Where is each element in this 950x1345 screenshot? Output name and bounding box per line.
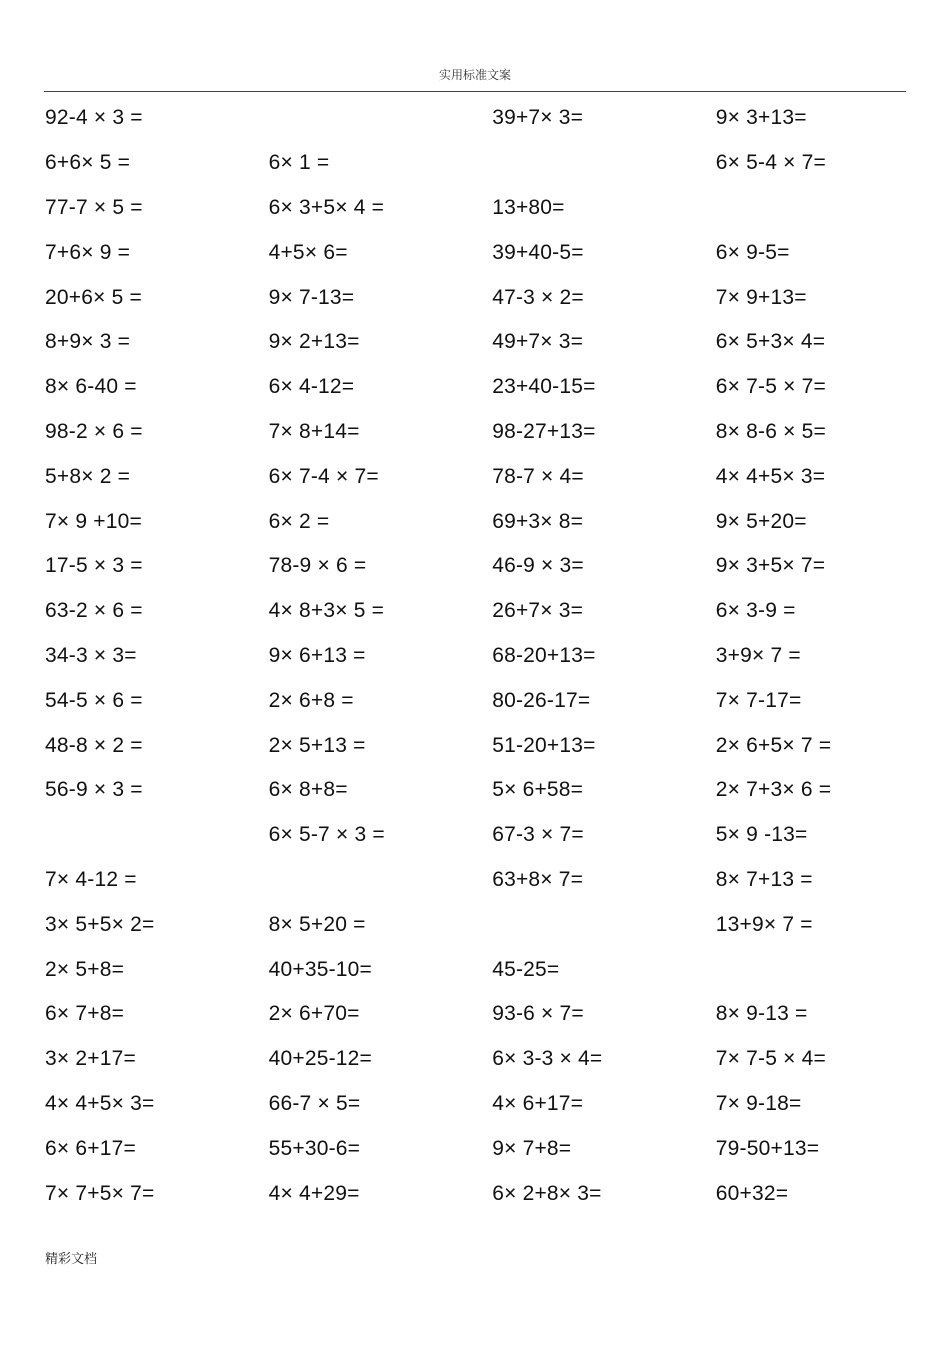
math-problem: 2× 6+8 = xyxy=(268,688,354,712)
problem-row xyxy=(45,1126,940,1171)
problem-row xyxy=(45,499,940,544)
math-problem: 7× 9 +10= xyxy=(45,509,142,533)
math-problem: 9× 3+5× 7= xyxy=(715,554,826,578)
math-problem: 2× 6+70= xyxy=(268,1002,360,1026)
math-problem: 69+3× 8= xyxy=(492,509,584,533)
problem-row xyxy=(45,141,940,186)
math-problem: 55+30-6= xyxy=(268,1136,361,1160)
math-problem: 79-50+13= xyxy=(715,1136,820,1160)
math-problem: 2× 7+3× 6 = xyxy=(715,778,832,802)
math-problem: 8+9× 3 = xyxy=(45,330,131,354)
math-problem: 9× 5+20= xyxy=(715,509,807,533)
math-problem: 77-7 × 5 = xyxy=(45,195,143,219)
math-problem: 9× 6+13 = xyxy=(268,643,366,667)
math-problem: 2× 5+8= xyxy=(45,957,125,981)
problem-row xyxy=(45,947,940,992)
page-header: 实用标准文案 xyxy=(438,68,511,82)
math-problem: 49+7× 3= xyxy=(492,330,584,354)
math-problem: 63-2 × 6 = xyxy=(45,599,143,623)
math-problem: 46-9 × 3= xyxy=(492,554,584,578)
math-problem: 7× 8+14= xyxy=(268,419,360,443)
math-problem: 6× 7-5 × 7= xyxy=(715,375,826,399)
math-problem: 54-5 × 6 = xyxy=(45,688,143,712)
math-problem: 39+40-5= xyxy=(492,240,584,264)
problem-row xyxy=(45,678,940,723)
math-problem: 93-6 × 7= xyxy=(492,1002,584,1026)
math-problem: 56-9 × 3 = xyxy=(45,778,143,802)
math-problem: 4× 4+5× 3= xyxy=(45,1091,155,1115)
problem-grid xyxy=(45,96,940,1216)
math-problem: 23+40-15= xyxy=(492,375,596,399)
math-problem: 8× 5+20 = xyxy=(268,912,366,936)
math-problem: 6× 9-5= xyxy=(715,240,790,264)
math-problem: 40+35-10= xyxy=(268,957,372,981)
problem-row xyxy=(45,902,940,947)
problem-row xyxy=(45,1082,940,1127)
problem-row xyxy=(45,858,940,903)
math-problem: 7× 9+13= xyxy=(715,285,807,309)
math-problem: 9× 2+13= xyxy=(268,330,360,354)
math-problem: 5× 9 -13= xyxy=(715,823,808,847)
math-problem: 20+6× 5 = xyxy=(45,285,142,309)
problem-row xyxy=(45,1171,940,1216)
math-problem: 5× 6+58= xyxy=(492,778,584,802)
math-problem: 4× 4+29= xyxy=(268,1181,360,1205)
math-problem: 6× 7+8= xyxy=(45,1002,125,1026)
math-problem: 63+8× 7= xyxy=(492,867,584,891)
math-problem: 9× 3+13= xyxy=(715,106,807,130)
problem-row xyxy=(45,544,940,589)
problem-row xyxy=(45,96,940,141)
math-problem: 6× 5+3× 4= xyxy=(715,330,826,354)
math-problem: 6× 6+17= xyxy=(45,1136,136,1160)
math-problem: 7× 7-17= xyxy=(715,688,802,712)
math-problem: 8× 6-40 = xyxy=(45,375,137,399)
header-rule xyxy=(44,91,906,92)
page-footer: 精彩文档 xyxy=(45,1252,98,1267)
math-problem: 60+32= xyxy=(715,1181,789,1205)
math-problem: 7× 7+5× 7= xyxy=(45,1181,155,1205)
math-problem: 6× 3+5× 4 = xyxy=(268,195,385,219)
math-problem: 9× 7-13= xyxy=(268,285,355,309)
problem-row xyxy=(45,813,940,858)
problem-row xyxy=(45,589,940,634)
problem-row xyxy=(45,186,940,231)
math-problem: 98-2 × 6 = xyxy=(45,419,143,443)
math-problem: 6× 2 = xyxy=(268,509,330,533)
math-problem: 3+9× 7 = xyxy=(715,643,801,667)
problem-row xyxy=(45,275,940,320)
math-problem: 68-20+13= xyxy=(492,643,596,667)
math-problem: 13+9× 7 = xyxy=(715,912,813,936)
math-problem: 98-27+13= xyxy=(492,419,596,443)
math-problem: 6× 8+8= xyxy=(268,778,348,802)
math-problem: 17-5 × 3 = xyxy=(45,554,143,578)
math-problem: 7× 9-18= xyxy=(715,1091,802,1115)
problem-row xyxy=(45,1037,940,1082)
problem-row xyxy=(45,365,940,410)
problem-row xyxy=(45,992,940,1037)
math-problem: 7+6× 9 = xyxy=(45,240,131,264)
math-problem: 6× 5-7 × 3 = xyxy=(268,823,385,847)
math-problem: 4× 4+5× 3= xyxy=(715,464,826,488)
math-problem: 26+7× 3= xyxy=(492,599,584,623)
math-problem: 13+80= xyxy=(492,195,565,219)
math-problem: 7× 7-5 × 4= xyxy=(715,1047,826,1071)
math-problem: 6× 1 = xyxy=(268,151,330,175)
math-problem: 40+25-12= xyxy=(268,1047,372,1071)
math-problem: 6× 7-4 × 7= xyxy=(268,464,379,488)
math-problem: 34-3 × 3= xyxy=(45,643,137,667)
math-problem: 6× 3-3 × 4= xyxy=(492,1047,603,1071)
math-problem: 8× 8-6 × 5= xyxy=(715,419,826,443)
math-problem: 3× 5+5× 2= xyxy=(45,912,155,936)
math-problem: 9× 7+8= xyxy=(492,1136,572,1160)
math-problem: 6× 3-9 = xyxy=(715,599,796,623)
problem-row xyxy=(45,723,940,768)
problem-row xyxy=(45,230,940,275)
problem-row xyxy=(45,454,940,499)
math-problem: 3× 2+17= xyxy=(45,1047,136,1071)
math-problem: 6× 4-12= xyxy=(268,375,355,399)
math-problem: 78-9 × 6 = xyxy=(268,554,367,578)
math-problem: 47-3 × 2= xyxy=(492,285,584,309)
math-problem: 8× 9-13 = xyxy=(715,1002,808,1026)
math-problem: 6× 5-4 × 7= xyxy=(715,151,826,175)
math-problem: 51-20+13= xyxy=(492,733,596,757)
math-problem: 45-25= xyxy=(492,957,560,981)
problem-row xyxy=(45,320,940,365)
math-problem: 8× 7+13 = xyxy=(715,867,813,891)
math-problem: 5+8× 2 = xyxy=(45,464,131,488)
math-problem: 80-26-17= xyxy=(492,688,591,712)
math-problem: 39+7× 3= xyxy=(492,106,584,130)
math-problem: 4× 8+3× 5 = xyxy=(268,599,385,623)
math-problem: 2× 5+13 = xyxy=(268,733,366,757)
problem-row xyxy=(45,410,940,455)
problem-row xyxy=(45,768,940,813)
problem-row xyxy=(45,634,940,679)
math-problem: 4× 6+17= xyxy=(492,1091,584,1115)
math-problem: 2× 6+5× 7 = xyxy=(715,733,832,757)
math-problem: 78-7 × 4= xyxy=(492,464,584,488)
math-problem: 48-8 × 2 = xyxy=(45,733,143,757)
math-problem: 6+6× 5 = xyxy=(45,151,131,175)
math-problem: 7× 4-12 = xyxy=(45,867,137,891)
math-problem: 66-7 × 5= xyxy=(268,1091,361,1115)
math-problem: 4+5× 6= xyxy=(268,240,348,264)
math-problem: 67-3 × 7= xyxy=(492,823,584,847)
math-problem: 92-4 × 3 = xyxy=(45,106,143,130)
math-problem: 6× 2+8× 3= xyxy=(492,1181,602,1205)
